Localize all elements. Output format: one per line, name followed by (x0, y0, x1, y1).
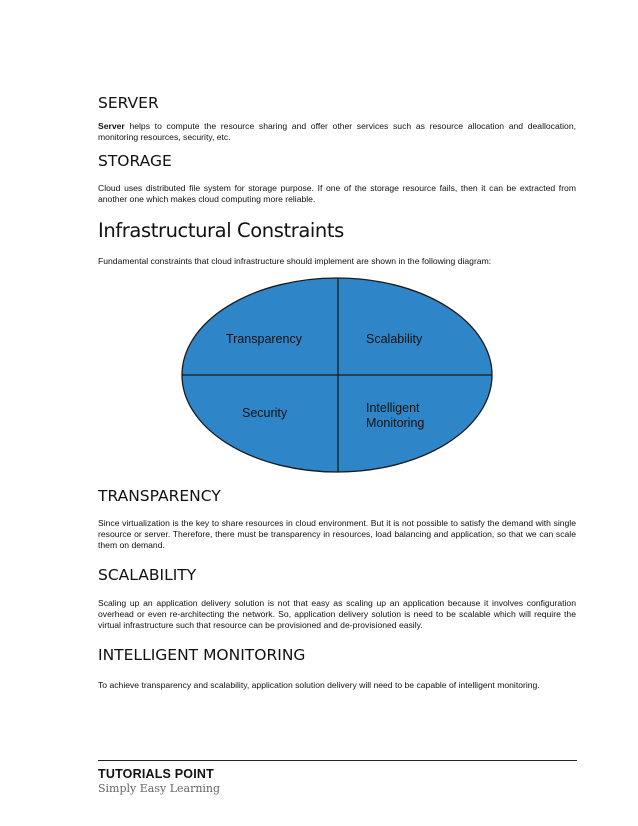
transparency-heading: TRANSPARENCY (98, 487, 221, 505)
scalability-heading: SCALABILITY (98, 566, 197, 584)
quadrant-transparency: Transparency (226, 332, 302, 346)
server-heading: SERVER (98, 94, 159, 112)
server-paragraph (98, 121, 576, 143)
footer-divider (98, 760, 577, 761)
constraints-paragraph: Fundamental constraints that cloud infrastructure should implement are shown in the following diagram: (98, 256, 492, 266)
constraints-diagram (180, 276, 494, 474)
intelligent-monitoring-heading: INTELLIGENT MONITORING (98, 646, 306, 664)
quadrant-scalability: Scalability (366, 332, 423, 346)
transparency-paragraph: Since virtualization is the key to share resources in cloud environment. But it is not possible to satisfy the demand with single resource or server. Therefore, there must be transparency in resources, load balancing and application, so that we can scale them on demand. (98, 518, 576, 551)
quadrant-security: Security (242, 406, 288, 420)
scalability-paragraph: Scaling up an application delivery solution is not that easy as scaling up an application because it involves configuration overhead or even re-architecting the network. So, application delivery solution is need to be scalable which will require the virtual infrastructure such that resource can be provisioned and de-provisioned easily. (98, 598, 576, 631)
footer-brand: TUTORIALS POINT (98, 767, 214, 781)
quadrant-intelligent: Intelligent (366, 401, 420, 415)
footer-tagline: Simply Easy Learning (98, 782, 221, 795)
storage-paragraph: Cloud uses distributed file system for storage purpose. If one of the storage resource fails, then it can be extracted from another one which makes cloud computing more reliable. (98, 183, 576, 205)
monitoring-paragraph: To achieve transparency and scalability, application solution delivery will need to be capable of intelligent monitoring. (98, 680, 540, 690)
server-text: helps to compute the resource sharing and offer other services such as resource allocation and deallocation, monitoring resources, security, etc. (98, 121, 576, 143)
server-lead-term: Server (98, 121, 125, 131)
quadrant-monitoring: Monitoring (366, 416, 425, 430)
infrastructural-constraints-heading: Infrastructural Constraints (98, 219, 344, 242)
storage-heading: STORAGE (98, 152, 172, 170)
